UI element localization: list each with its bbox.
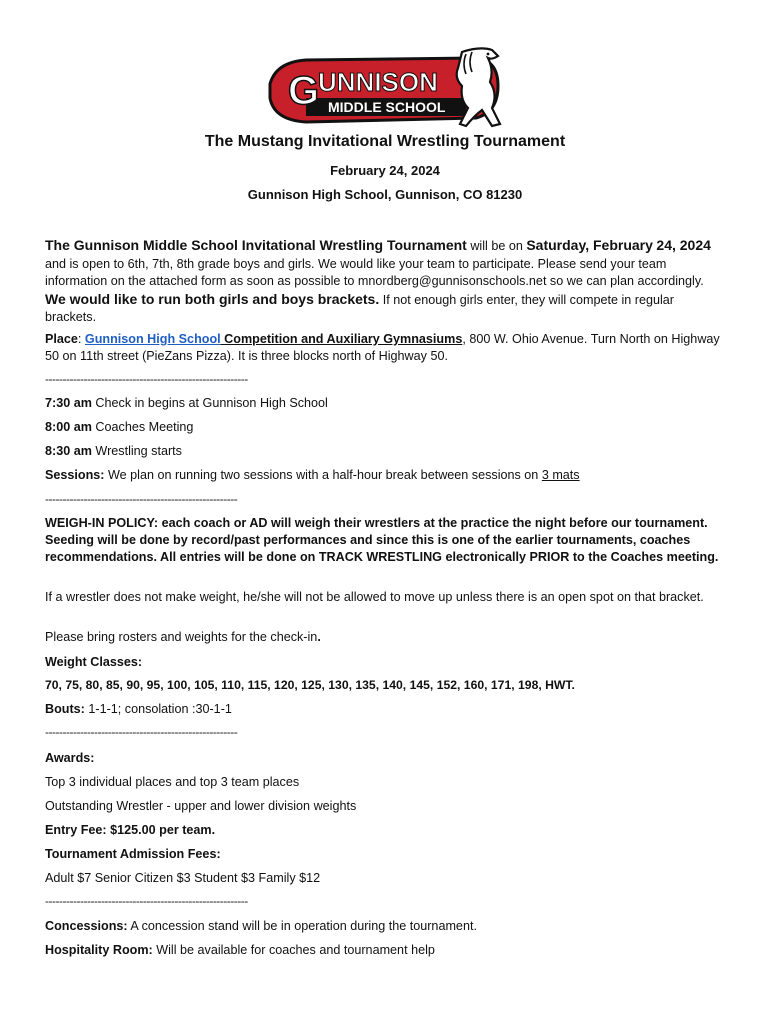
event-location: Gunnison High School, Gunnison, CO 81230 [247,187,523,202]
schedule-text: Check in begins at Gunnison High School [91,396,328,410]
place-colon: : [77,332,85,346]
weight-classes-label: Weight Classes: [45,655,143,669]
schedule-item [45,419,735,436]
admission-fees: Adult $7 Senior Citizen $3 Student $3 Family $12 [45,871,321,885]
intro-date-2: 24, 2024 [656,237,711,253]
event-date: February 24, 2024 [330,163,440,178]
place-directions: , 800 W. Ohio Avenue. Turn North on Highway 50 on 11th street (PieZans Pizza). It is three blocks north of Highway 50. [45,332,720,363]
bouts-text: 1-1-1; consolation :30-1-1 [84,702,232,716]
schedule-time: 8:30 am [45,444,92,458]
hospitality-text: Will be available for coaches and tournament help [152,943,435,957]
weight-classes-list: 70, 75, 80, 85, 90, 95, 100, 105, 110, 115, 120, 125, 130, 135, 140, 145, 152, 160, 171, 198, HWT. [45,678,575,692]
divider: ---------------------------------------------------------- [45,372,248,386]
divider: ------------------------------------------------------- [45,492,238,506]
awards-label: Awards: [45,751,95,765]
sessions-mats: 3 mats [541,468,580,482]
sessions-label: Sessions: [45,468,105,482]
concessions-label: Concessions: [45,919,128,933]
concessions-line [45,918,735,935]
intro-text-3: If not enough girls enter, they will compete in regular brackets. [45,292,674,324]
entry-fee-line [45,822,735,839]
intro-date-1: Saturday, February [526,237,653,253]
awards-line-1: Top 3 individual places and top 3 team places [45,775,300,789]
schedule-time: 7:30 am [45,396,92,410]
place-link[interactable]: Gunnison High School [84,332,221,346]
place-label: Place [45,332,78,346]
logo-letter: G [288,69,320,113]
rosters-dot: . [317,630,321,644]
entry-fee-label: Entry Fee [45,823,103,837]
awards-line-2: Outstanding Wrestler - upper and lower division weights [45,799,357,813]
schedule-item [45,395,735,412]
admission-label: Tournament Admission Fees: [45,847,221,861]
hospitality-line [45,942,735,959]
document-title: The Mustang Invitational Wrestling Tournament [204,133,566,150]
divider: ---------------------------------------------------------- [45,894,248,908]
school-logo [266,46,506,130]
schedule-text: Coaches Meeting [91,420,194,434]
weighin-policy: WEIGH-IN POLICY: each coach or AD will weigh their wrestlers at the practice the night before our tournament. Seeding will be done by record/past performances and since this is one of the earlier tournaments, coaches recommendations. All entries will be done on TRACK WRESTLING electronically PRIOR to the Coaches meeting. [45,516,719,564]
place-paragraph [45,331,725,365]
intro-lead: The Gunnison Middle School Invitational Wrestling Tournament [45,237,467,253]
schedule-time: 8:00 am [45,420,92,434]
rosters-line [45,629,735,646]
sessions-text: We plan on running two sessions with a half-hour break between sessions on [104,468,542,482]
weighin-note: If a wrestler does not make weight, he/she will not be allowed to move up unless there is an open spot on that bracket. [45,590,704,604]
logo-subtitle: MIDDLE SCHOOL [328,99,446,115]
intro-paragraph [45,237,725,327]
bouts-line [45,701,735,718]
bouts-label: Bouts: [45,702,85,716]
schedule-text: Wrestling starts [91,444,182,458]
entry-fee-value: : $125.00 per team. [102,823,216,837]
hospitality-label: Hospitality Room: [45,943,153,957]
intro-text-2: and is open to 6th, 7th, 8th grade boys and girls. We would like your team to participate. Please send your team information on the attached form as soon as possible to mnordberg@gunnisonschools.net so we can plan accordingly. [45,256,704,288]
place-gyms: Competition and Auxiliary Gymnasiums [220,332,463,346]
concessions-text: A concession stand will be in operation during the tournament. [127,919,477,933]
sessions-line [45,467,735,484]
logo-word: UNNISON [318,67,438,97]
intro-brackets: We would like to run both girls and boys brackets. [45,290,380,307]
intro-text-1: will be on [466,239,527,253]
rosters-text: Please bring rosters and weights for the check-in [45,630,318,644]
schedule-item [45,443,735,460]
divider: ------------------------------------------------------- [45,725,238,739]
